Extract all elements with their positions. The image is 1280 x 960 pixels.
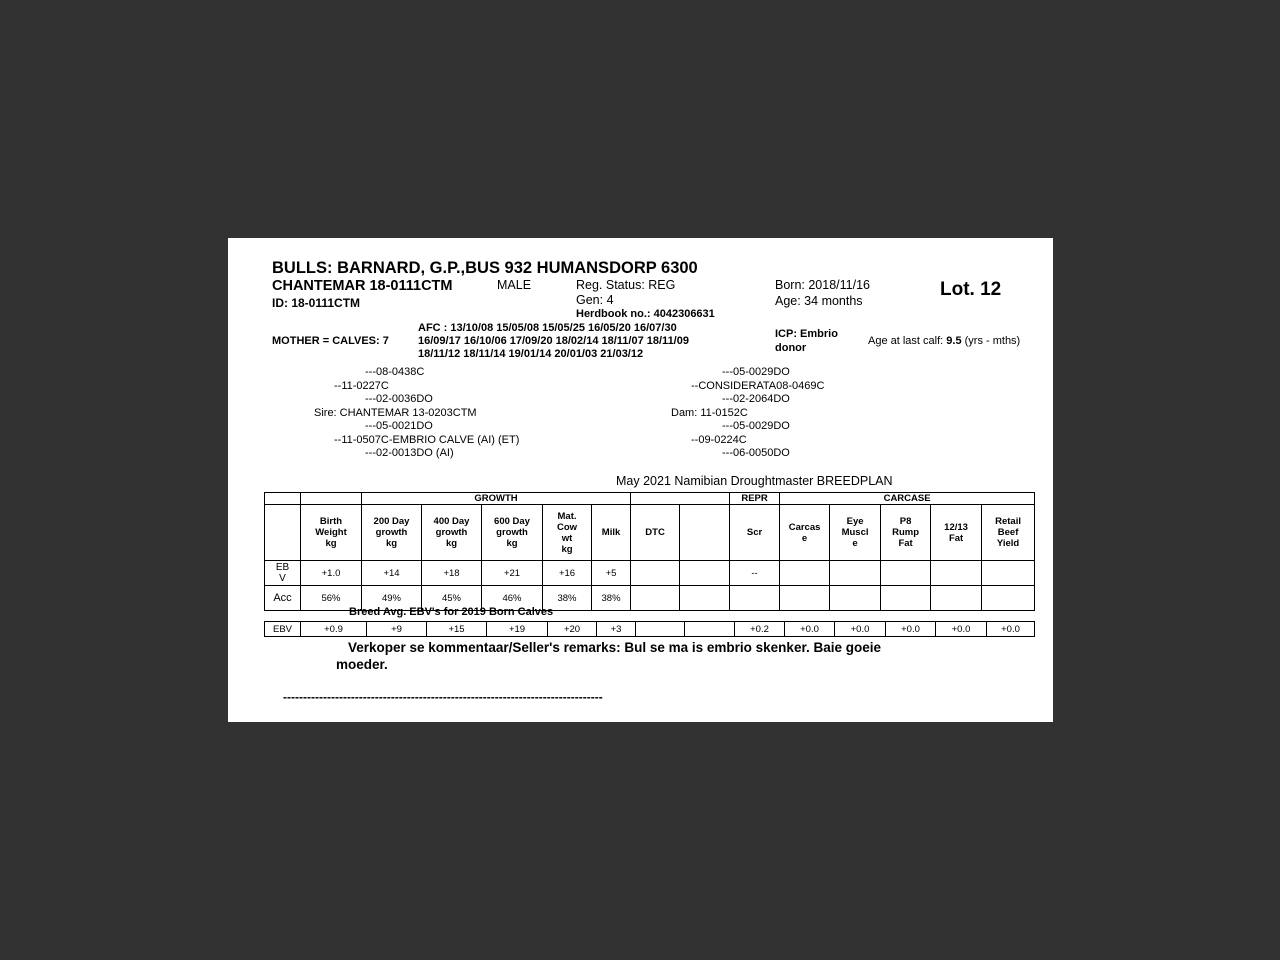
herdbook-number: Herdbook no.: 4042306631 bbox=[576, 308, 715, 320]
breed-avg-value-cell: +0.9 bbox=[301, 622, 367, 637]
acc-value-cell bbox=[931, 586, 982, 611]
pedigree-sire: Sire: CHANTEMAR 13-0203CTM bbox=[314, 406, 477, 419]
pedigree-dam-dam-sire: ---05-0029DO bbox=[722, 420, 790, 432]
column-header: 200 Day growth kg bbox=[362, 505, 422, 561]
lot-number: Lot. 12 bbox=[940, 279, 1002, 300]
breed-avg-value-cell: +0.0 bbox=[936, 622, 987, 637]
group-repr: REPR bbox=[730, 493, 780, 505]
pedigree-dam-sire-dam: ---02-2064DO bbox=[722, 393, 790, 405]
pedigree-sire-dam-sire: ---05-0021DO bbox=[365, 420, 433, 432]
icp-line-2: donor bbox=[775, 342, 807, 354]
breed-avg-value-cell: +0.0 bbox=[886, 622, 936, 637]
group-carcase: CARCASE bbox=[780, 493, 1035, 505]
blank-cell bbox=[301, 493, 362, 505]
reg-status: Reg. Status: REG bbox=[576, 278, 676, 292]
column-header: Milk bbox=[592, 505, 631, 561]
column-header: Mat. Cow wt kg bbox=[543, 505, 592, 561]
ebv-value-cell: +1.0 bbox=[301, 561, 362, 586]
column-header: Scr bbox=[730, 505, 780, 561]
acc-value-cell: 46% bbox=[482, 586, 543, 611]
remarks-line-2: moeder. bbox=[336, 657, 388, 672]
animal-sex: MALE bbox=[497, 278, 532, 292]
age-at-last-calf: Age at last calf: 9.5 (yrs - mths) bbox=[868, 335, 1021, 347]
pedigree-sire-dam-dam: ---02-0013DO (AI) bbox=[365, 447, 454, 459]
ebv-value-cell bbox=[780, 561, 830, 586]
breed-avg-value-cell: +0.0 bbox=[785, 622, 835, 637]
ebv-value-row bbox=[265, 561, 1035, 586]
ebv-group-row bbox=[265, 493, 1035, 505]
breed-avg-value-cell: +15 bbox=[427, 622, 487, 637]
column-header: Birth Weight kg bbox=[301, 505, 362, 561]
breed-avg-value-cell: +0.2 bbox=[735, 622, 785, 637]
column-header: 12/13 Fat bbox=[931, 505, 982, 561]
row-label-breed-avg: EBV bbox=[265, 622, 301, 637]
pedigree-sire-sire-dam: ---02-0036DO bbox=[365, 393, 433, 405]
breed-avg-value-cell: +0.0 bbox=[987, 622, 1035, 637]
pedigree-dam-sire-sire: ---05-0029DO bbox=[722, 366, 790, 378]
born-date: Born: 2018/11/16 bbox=[775, 278, 870, 292]
breed-avg-value-cell: +9 bbox=[367, 622, 427, 637]
ebv-value-cell: +18 bbox=[422, 561, 482, 586]
pedigree-dam-dam: --09-0224C bbox=[691, 433, 747, 446]
ebv-value-cell: -- bbox=[730, 561, 780, 586]
generation: Gen: 4 bbox=[576, 293, 614, 307]
row-label-ebv: EB V bbox=[265, 561, 301, 586]
ebv-value-cell bbox=[881, 561, 931, 586]
icp-line-1: ICP: Embrio bbox=[775, 328, 838, 340]
breed-avg-value-cell: +20 bbox=[548, 622, 597, 637]
blank-cell bbox=[685, 622, 735, 637]
column-header: 400 Day growth kg bbox=[422, 505, 482, 561]
acc-value-cell: 56% bbox=[301, 586, 362, 611]
blank-cell bbox=[265, 505, 301, 561]
column-header: P8 Rump Fat bbox=[881, 505, 931, 561]
pedigree-sire-dam: --11-0507C-EMBRIO CALVE (AI) (ET) bbox=[334, 433, 520, 446]
breedplan-title: May 2021 Namibian Droughtmaster BREEDPLAN bbox=[616, 474, 893, 488]
breed-avg-value-cell: +3 bbox=[597, 622, 636, 637]
breed-avg-table bbox=[264, 621, 1035, 637]
pedigree-dam-sire: --CONSIDERATA08-0469C bbox=[691, 379, 825, 392]
lot-card-page bbox=[228, 238, 1053, 722]
column-header: Retail Beef Yield bbox=[982, 505, 1035, 561]
breed-avg-title: Breed Avg. EBV's for 2019 Born Calves bbox=[349, 606, 554, 618]
age-months: Age: 34 months bbox=[775, 294, 863, 308]
separator-line: -------------------------------------------------------------------------------- bbox=[283, 690, 603, 704]
acc-value-cell: 45% bbox=[422, 586, 482, 611]
ebv-value-cell bbox=[982, 561, 1035, 586]
breed-avg-row bbox=[265, 622, 1035, 637]
acc-value-cell bbox=[730, 586, 780, 611]
pedigree-sire-sire: --11-0227C bbox=[334, 379, 389, 392]
column-header: Eye Muscl e bbox=[830, 505, 881, 561]
ebv-value-cell: +21 bbox=[482, 561, 543, 586]
row-label-acc: Acc bbox=[265, 586, 301, 611]
breed-avg-value-cell: +0.0 bbox=[835, 622, 886, 637]
afc-line-2: 16/09/17 16/10/06 17/09/20 18/02/14 18/11/07 18/11/09 bbox=[418, 335, 689, 347]
breed-avg-value-cell: +19 bbox=[487, 622, 548, 637]
ebv-value-cell bbox=[931, 561, 982, 586]
afc-line-3: 18/11/12 18/11/14 19/01/14 20/01/03 21/03/12 bbox=[418, 348, 644, 360]
pedigree-dam-dam-dam: ---06-0050DO bbox=[722, 447, 790, 459]
acc-value-cell bbox=[830, 586, 881, 611]
acc-value-cell bbox=[982, 586, 1035, 611]
ebv-value-cell bbox=[830, 561, 881, 586]
blank-cell bbox=[265, 493, 301, 505]
blank-cell bbox=[680, 586, 730, 611]
group-spacer bbox=[680, 493, 730, 505]
ebv-value-cell: +16 bbox=[543, 561, 592, 586]
breed-avg-value-cell bbox=[636, 622, 685, 637]
acc-value-cell: 49% bbox=[362, 586, 422, 611]
acc-value-cell bbox=[780, 586, 830, 611]
ebv-value-cell bbox=[631, 561, 680, 586]
column-header: 600 Day growth kg bbox=[482, 505, 543, 561]
acc-value-cell: 38% bbox=[592, 586, 631, 611]
pedigree-sire-sire-sire: ---08-0438C bbox=[365, 366, 425, 378]
column-header: DTC bbox=[631, 505, 680, 561]
acc-value-cell bbox=[881, 586, 931, 611]
acc-value-cell bbox=[631, 586, 680, 611]
seller-title: BULLS: BARNARD, G.P.,BUS 932 HUMANSDORP 6300 bbox=[272, 259, 698, 277]
ebv-header-row bbox=[265, 505, 1035, 561]
ebv-value-cell: +5 bbox=[592, 561, 631, 586]
remarks-line-1: Verkoper se kommentaar/Seller's remarks: Bul se ma is embrio skenker. Baie goeie bbox=[348, 640, 881, 655]
blank-cell bbox=[680, 505, 730, 561]
mother-calves: MOTHER = CALVES: 7 bbox=[272, 335, 389, 347]
blank-cell bbox=[680, 561, 730, 586]
afc-line-1: AFC : 13/10/08 15/05/08 15/05/25 16/05/20 16/07/30 bbox=[418, 322, 677, 334]
acc-value-cell: 38% bbox=[543, 586, 592, 611]
ebv-table bbox=[264, 492, 1035, 611]
column-header: Carcas e bbox=[780, 505, 830, 561]
group-growth: GROWTH bbox=[362, 493, 631, 505]
animal-id: ID: 18-0111CTM bbox=[272, 296, 361, 310]
ebv-value-cell: +14 bbox=[362, 561, 422, 586]
pedigree-dam: Dam: 11-0152C bbox=[671, 406, 748, 419]
animal-name: CHANTEMAR 18-0111CTM bbox=[272, 278, 453, 294]
group-spacer bbox=[631, 493, 680, 505]
